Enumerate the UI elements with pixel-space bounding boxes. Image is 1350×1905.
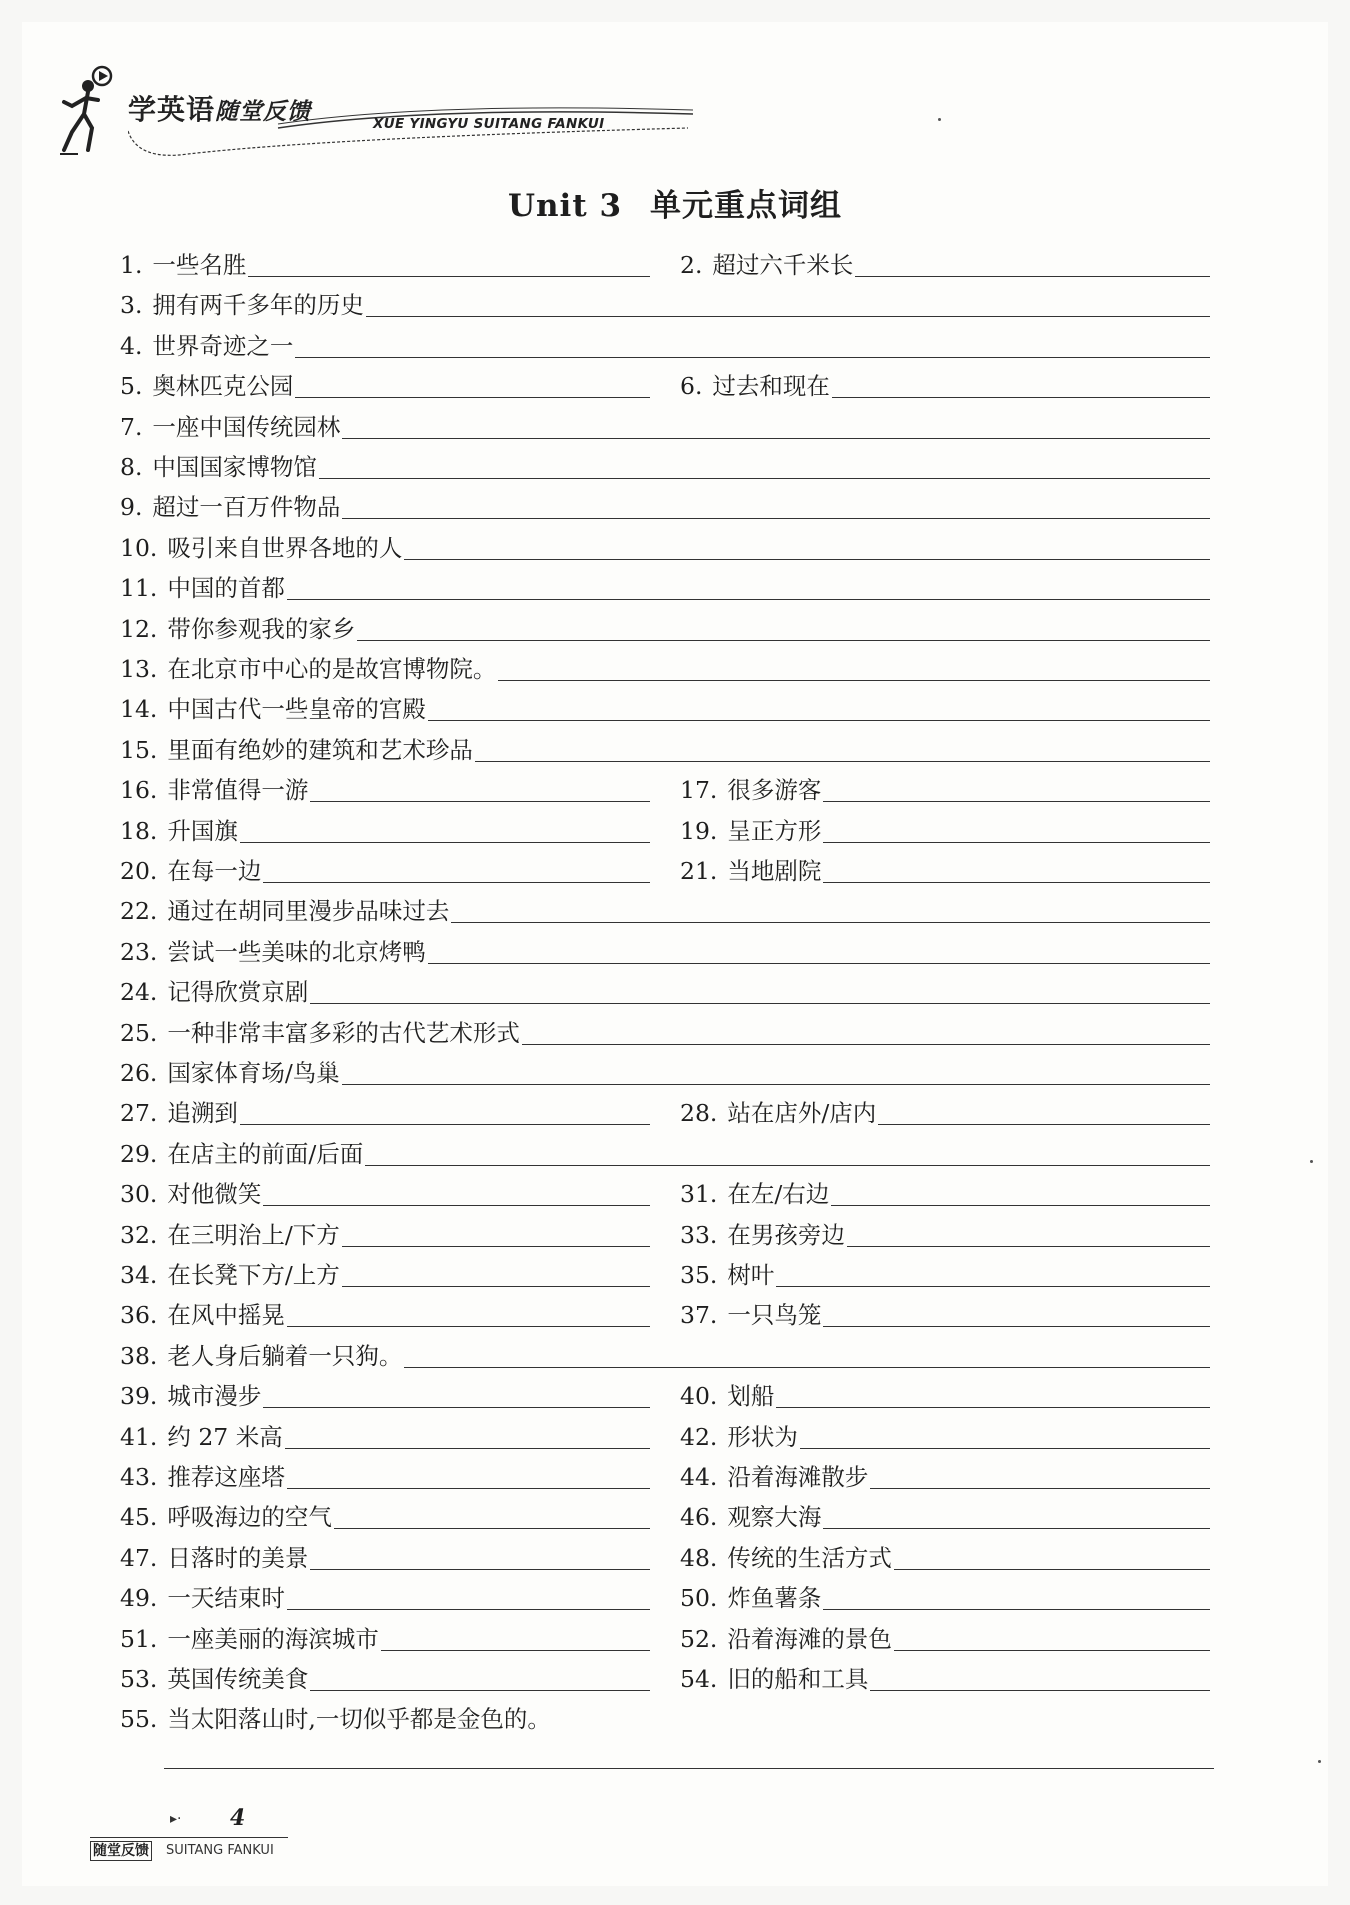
- answer-blank[interactable]: [263, 1406, 650, 1408]
- footer-label-en: SUITANG FANKUI: [166, 1843, 274, 1858]
- table-row: [120, 773, 1210, 807]
- list-item: [680, 1500, 1210, 1534]
- table-row: [120, 288, 1210, 322]
- list-item: [120, 652, 1210, 686]
- answer-blank[interactable]: [823, 1527, 1210, 1529]
- item-text: 里面有绝妙的建筑和艺术珍品: [167, 735, 473, 764]
- answer-blank[interactable]: [823, 1608, 1210, 1610]
- item-text: 中国国家博物馆: [152, 453, 317, 481]
- item-text: 在左/右边: [727, 1180, 830, 1209]
- item-number: 32.: [120, 1220, 158, 1249]
- answer-blank[interactable]: [263, 1204, 650, 1206]
- list-item: [120, 1379, 650, 1413]
- list-item: [120, 450, 1210, 484]
- answer-blank[interactable]: [878, 1123, 1210, 1125]
- speck: [1310, 1160, 1313, 1163]
- item-number: 50.: [680, 1584, 718, 1613]
- item-number: 19.: [680, 816, 718, 845]
- list-item: [120, 1298, 650, 1332]
- item-text: 很多游客: [727, 776, 822, 805]
- list-item: [120, 1218, 650, 1252]
- item-number: 43.: [120, 1463, 158, 1491]
- list-item: [680, 1258, 1210, 1292]
- list-item: [120, 369, 650, 403]
- book-header: [58, 62, 658, 162]
- item-text: 一种非常丰富多彩的古代艺术形式: [167, 1018, 520, 1047]
- item-number: 42.: [680, 1422, 718, 1451]
- table-row: [120, 1339, 1210, 1373]
- item-number: 17.: [680, 776, 718, 805]
- item-number: 35.: [680, 1261, 718, 1289]
- item-text: 形状为: [727, 1422, 798, 1451]
- item-text: 英国传统美食: [167, 1665, 309, 1693]
- item-number: 40.: [680, 1382, 718, 1411]
- table-row: [120, 571, 1210, 605]
- item-number: 9.: [120, 493, 143, 522]
- item-number: 41.: [120, 1422, 158, 1451]
- table-row: [120, 1379, 1210, 1413]
- item-text: 划船: [727, 1382, 775, 1411]
- item-text: 记得欣赏京剧: [167, 978, 309, 1007]
- answer-blank[interactable]: [894, 1568, 1210, 1570]
- item-text: 在三明治上/下方: [167, 1220, 340, 1249]
- list-item: [120, 1662, 650, 1696]
- item-text: 世界奇迹之一: [152, 331, 294, 360]
- list-item: [120, 612, 1210, 646]
- table-row: [120, 369, 1210, 403]
- list-item: [680, 248, 1210, 282]
- item-text: 吸引来自世界各地的人: [167, 533, 403, 562]
- item-number: 12.: [120, 614, 158, 643]
- answer-blank[interactable]: [498, 679, 1210, 681]
- item-number: 23.: [120, 937, 158, 966]
- answer-blank[interactable]: [381, 1649, 650, 1651]
- item-text: 在北京市中心的是故宫博物院。: [167, 655, 497, 683]
- answer-blank[interactable]: [287, 598, 1210, 600]
- item-number: 25.: [120, 1018, 158, 1047]
- item-number: 14.: [120, 695, 158, 724]
- table-row: [120, 733, 1210, 767]
- item-number: 39.: [120, 1382, 158, 1411]
- item-text: 通过在胡同里漫步品味过去: [167, 897, 450, 926]
- item-number: 53.: [120, 1665, 158, 1693]
- item-text: 观察大海: [727, 1503, 822, 1532]
- item-number: 11.: [120, 574, 158, 603]
- list-item: [120, 814, 650, 848]
- item-number: 29.: [120, 1139, 158, 1168]
- item-text: 约 27 米高: [167, 1422, 283, 1451]
- answer-blank[interactable]: [310, 1568, 650, 1570]
- item-number: 36.: [120, 1301, 158, 1330]
- item-text: 呈正方形: [727, 816, 822, 845]
- item-text: 一只鸟笼: [727, 1301, 822, 1330]
- table-row: [120, 1541, 1210, 1575]
- answer-blank[interactable]: [776, 1406, 1210, 1408]
- list-item: [120, 1622, 650, 1656]
- list-item: [120, 531, 1210, 565]
- answer-blank[interactable]: [823, 881, 1210, 883]
- table-row: [120, 329, 1210, 363]
- item-number: 44.: [680, 1463, 718, 1491]
- list-item: [120, 854, 650, 888]
- table-row: [120, 1662, 1210, 1696]
- item-number: 21.: [680, 857, 718, 885]
- table-row: [120, 531, 1210, 565]
- page-footer: [90, 1805, 390, 1865]
- answer-blank[interactable]: [164, 1768, 1214, 1769]
- item-text: 当地剧院: [727, 857, 822, 885]
- item-text: 一天结束时: [167, 1584, 285, 1613]
- answer-blank[interactable]: [870, 1689, 1210, 1691]
- item-text: 一座美丽的海滨城市: [167, 1624, 379, 1653]
- list-item: [120, 1702, 1210, 1736]
- answer-blank[interactable]: [342, 517, 1210, 519]
- list-item: [680, 1420, 1210, 1454]
- item-number: 15.: [120, 735, 158, 764]
- item-text: 超过六千米长: [712, 251, 854, 279]
- answer-blank[interactable]: [310, 800, 650, 802]
- item-number: 6.: [680, 372, 703, 401]
- table-row: [120, 894, 1210, 928]
- item-text: 呼吸海边的空气: [167, 1503, 332, 1532]
- header-title-cn: 学英语随堂反馈: [128, 93, 312, 126]
- item-number: 4.: [120, 331, 143, 360]
- item-number: 10.: [120, 533, 158, 562]
- table-row: [120, 1137, 1210, 1171]
- item-text: 追溯到: [167, 1099, 238, 1128]
- item-text: 当太阳落山时,一切似乎都是金色的。: [167, 1705, 551, 1734]
- item-number: 16.: [120, 776, 158, 805]
- item-text: 超过一百万件物品: [152, 493, 341, 522]
- item-text: 旧的船和工具: [727, 1665, 869, 1693]
- list-item: [120, 571, 1210, 605]
- list-item: [120, 490, 1210, 524]
- list-item: [120, 1258, 650, 1292]
- item-text: 在风中摇晃: [167, 1301, 285, 1330]
- item-text: 过去和现在: [712, 372, 830, 401]
- answer-blank[interactable]: [404, 558, 1210, 560]
- item-text: 拥有两千多年的历史: [152, 291, 364, 320]
- table-row: [120, 1298, 1210, 1332]
- answer-blank[interactable]: [365, 1164, 1210, 1166]
- footer-label-cn: 随堂反馈: [90, 1841, 152, 1861]
- speck: [1318, 1760, 1321, 1763]
- answer-blank[interactable]: [522, 1043, 1210, 1045]
- item-number: 22.: [120, 897, 158, 926]
- item-text: 日落时的美景: [167, 1543, 309, 1572]
- list-item: [120, 1500, 650, 1534]
- answer-blank[interactable]: [295, 356, 1210, 358]
- list-item: [680, 1541, 1210, 1575]
- answer-blank[interactable]: [776, 1285, 1210, 1287]
- table-row: [120, 490, 1210, 524]
- table-row: [120, 652, 1210, 686]
- answer-blank[interactable]: [832, 396, 1210, 398]
- item-number: 13.: [120, 655, 158, 683]
- table-row: [120, 1096, 1210, 1130]
- header-title-en: XUE YINGYU SUITANG FANKUI: [373, 116, 605, 132]
- item-text: 在店主的前面/后面: [167, 1139, 364, 1168]
- item-text: 在每一边: [167, 857, 262, 885]
- item-number: 31.: [680, 1180, 718, 1209]
- list-item: [680, 1298, 1210, 1332]
- list-item: [120, 410, 1210, 444]
- list-item: [120, 733, 1210, 767]
- table-row: [120, 692, 1210, 726]
- item-text: 推荐这座塔: [167, 1463, 285, 1491]
- item-number: 24.: [120, 978, 158, 1007]
- item-text: 老人身后躺着一只狗。: [167, 1341, 403, 1370]
- answer-blank[interactable]: [847, 1245, 1210, 1247]
- table-row: [120, 1581, 1210, 1615]
- answer-blank[interactable]: [263, 881, 650, 883]
- item-text: 沿着海滩散步: [727, 1463, 869, 1491]
- item-number: 46.: [680, 1503, 718, 1532]
- answer-blank[interactable]: [248, 275, 650, 277]
- list-item: [680, 1218, 1210, 1252]
- item-number: 51.: [120, 1624, 158, 1653]
- list-item: [120, 1581, 650, 1615]
- table-row: [120, 1218, 1210, 1252]
- item-text: 树叶: [727, 1261, 775, 1289]
- answer-blank[interactable]: [342, 437, 1210, 439]
- list-item: [120, 1137, 1210, 1171]
- item-number: 20.: [120, 857, 158, 885]
- list-item: [120, 975, 1210, 1009]
- item-number: 7.: [120, 412, 143, 441]
- item-text: 尝试一些美味的北京烤鸭: [167, 937, 426, 966]
- table-row: [120, 975, 1210, 1009]
- list-item: [120, 1420, 650, 1454]
- table-row: [120, 450, 1210, 484]
- table-row: [120, 854, 1210, 888]
- list-item: [680, 854, 1210, 888]
- item-text: 非常值得一游: [167, 776, 309, 805]
- item-number: 5.: [120, 372, 143, 401]
- item-number: 3.: [120, 291, 143, 320]
- item-text: 一些名胜: [152, 251, 247, 279]
- item-number: 52.: [680, 1624, 718, 1653]
- list-item: [120, 1177, 650, 1211]
- answer-blank[interactable]: [475, 760, 1210, 762]
- page-title: Unit 3 单元重点词组: [507, 188, 843, 224]
- answer-blank[interactable]: [319, 477, 1210, 479]
- item-number: 48.: [680, 1543, 718, 1572]
- answer-blank[interactable]: [870, 1487, 1210, 1489]
- item-number: 26.: [120, 1059, 158, 1087]
- item-text: 在长凳下方/上方: [167, 1261, 340, 1289]
- item-number: 8.: [120, 453, 143, 481]
- speck: [938, 118, 941, 121]
- answer-blank[interactable]: [894, 1649, 1210, 1651]
- answer-blank[interactable]: [310, 1689, 650, 1691]
- table-row: [120, 1258, 1210, 1292]
- list-item: [120, 1460, 650, 1494]
- answer-blank[interactable]: [823, 800, 1210, 802]
- answer-blank[interactable]: [240, 1123, 650, 1125]
- list-item: [120, 1056, 1210, 1090]
- item-number: 27.: [120, 1099, 158, 1128]
- answer-blank[interactable]: [342, 1083, 1210, 1085]
- list-item: [680, 814, 1210, 848]
- answer-blank[interactable]: [404, 1366, 1210, 1368]
- answer-blank[interactable]: [287, 1325, 650, 1327]
- arrow-icon: ▸·: [170, 1811, 182, 1827]
- answer-blank[interactable]: [342, 1285, 650, 1287]
- list-item: [120, 329, 1210, 363]
- item-text: 对他微笑: [167, 1180, 262, 1209]
- item-text: 在男孩旁边: [727, 1220, 845, 1249]
- list-item: [120, 1016, 1210, 1050]
- item-number: 38.: [120, 1341, 158, 1370]
- answer-blank[interactable]: [287, 1608, 650, 1610]
- list-item: [120, 1541, 650, 1575]
- item-text: 一座中国传统园林: [152, 412, 341, 441]
- footer-rule: [90, 1837, 288, 1838]
- list-item: [680, 1096, 1210, 1130]
- answer-blank[interactable]: [428, 719, 1210, 721]
- item-number: 1.: [120, 251, 143, 279]
- answer-blank[interactable]: [334, 1527, 650, 1529]
- answer-blank[interactable]: [310, 1002, 1210, 1004]
- item-number: 34.: [120, 1261, 158, 1289]
- list-item: [680, 1460, 1210, 1494]
- answer-blank[interactable]: [285, 1447, 650, 1449]
- table-row: [120, 248, 1210, 282]
- table-row: [120, 1500, 1210, 1534]
- item-text: 带你参观我的家乡: [167, 614, 356, 643]
- item-text: 沿着海滩的景色: [727, 1624, 892, 1653]
- item-number: 45.: [120, 1503, 158, 1532]
- list-item: [120, 248, 650, 282]
- list-item: [120, 935, 1210, 969]
- answer-blank[interactable]: [342, 1245, 650, 1247]
- item-number: 18.: [120, 816, 158, 845]
- answer-blank[interactable]: [800, 1447, 1210, 1449]
- list-item: [680, 1622, 1210, 1656]
- runner-logo-icon: [58, 62, 128, 157]
- table-row: [120, 814, 1210, 848]
- table-row: [120, 935, 1210, 969]
- item-text: 传统的生活方式: [727, 1543, 892, 1572]
- list-item: [120, 1096, 650, 1130]
- answer-blank[interactable]: [428, 962, 1210, 964]
- list-item: [120, 692, 1210, 726]
- item-number: 28.: [680, 1099, 718, 1128]
- item-text: 升国旗: [167, 816, 238, 845]
- list-item: [680, 1581, 1210, 1615]
- table-row: [120, 410, 1210, 444]
- table-row: [120, 1460, 1210, 1494]
- item-number: 37.: [680, 1301, 718, 1330]
- list-item: [120, 894, 1210, 928]
- item-text: 中国古代一些皇帝的宫殿: [167, 695, 426, 724]
- table-row: [120, 1016, 1210, 1050]
- answer-blank[interactable]: [366, 315, 1210, 317]
- table-row: [120, 1622, 1210, 1656]
- item-number: 30.: [120, 1180, 158, 1209]
- item-number: 33.: [680, 1220, 718, 1249]
- list-item: [680, 1662, 1210, 1696]
- list-item: [120, 1339, 1210, 1373]
- table-row: [120, 1177, 1210, 1211]
- table-row: [120, 1056, 1210, 1090]
- item-text: 炸鱼薯条: [727, 1584, 822, 1613]
- item-number: 55.: [120, 1705, 158, 1734]
- answer-blank[interactable]: [357, 639, 1210, 641]
- item-number: 49.: [120, 1584, 158, 1613]
- answer-blank[interactable]: [855, 275, 1210, 277]
- list-item: [120, 773, 650, 807]
- answer-blank[interactable]: [240, 841, 650, 843]
- item-number: 54.: [680, 1665, 718, 1693]
- item-text: 中国的首都: [167, 574, 285, 603]
- answer-blank[interactable]: [823, 1325, 1210, 1327]
- item-number: 2.: [680, 251, 703, 279]
- list-item: [680, 1379, 1210, 1413]
- item-text: 国家体育场/鸟巢: [167, 1059, 340, 1087]
- list-item: [120, 288, 1210, 322]
- answer-blank[interactable]: [295, 396, 650, 398]
- item-text: 城市漫步: [167, 1382, 262, 1411]
- answer-blank[interactable]: [287, 1487, 650, 1489]
- item-text: 站在店外/店内: [727, 1099, 877, 1128]
- table-row: [120, 612, 1210, 646]
- answer-blank[interactable]: [831, 1204, 1210, 1206]
- list-item: [680, 369, 1210, 403]
- item-text: 奥林匹克公园: [152, 372, 294, 401]
- list-item: [680, 773, 1210, 807]
- answer-blank[interactable]: [823, 841, 1210, 843]
- answer-blank[interactable]: [451, 921, 1210, 923]
- table-row: [120, 1420, 1210, 1454]
- list-item: [680, 1177, 1210, 1211]
- page-number: 4: [230, 1805, 246, 1831]
- item-number: 47.: [120, 1543, 158, 1572]
